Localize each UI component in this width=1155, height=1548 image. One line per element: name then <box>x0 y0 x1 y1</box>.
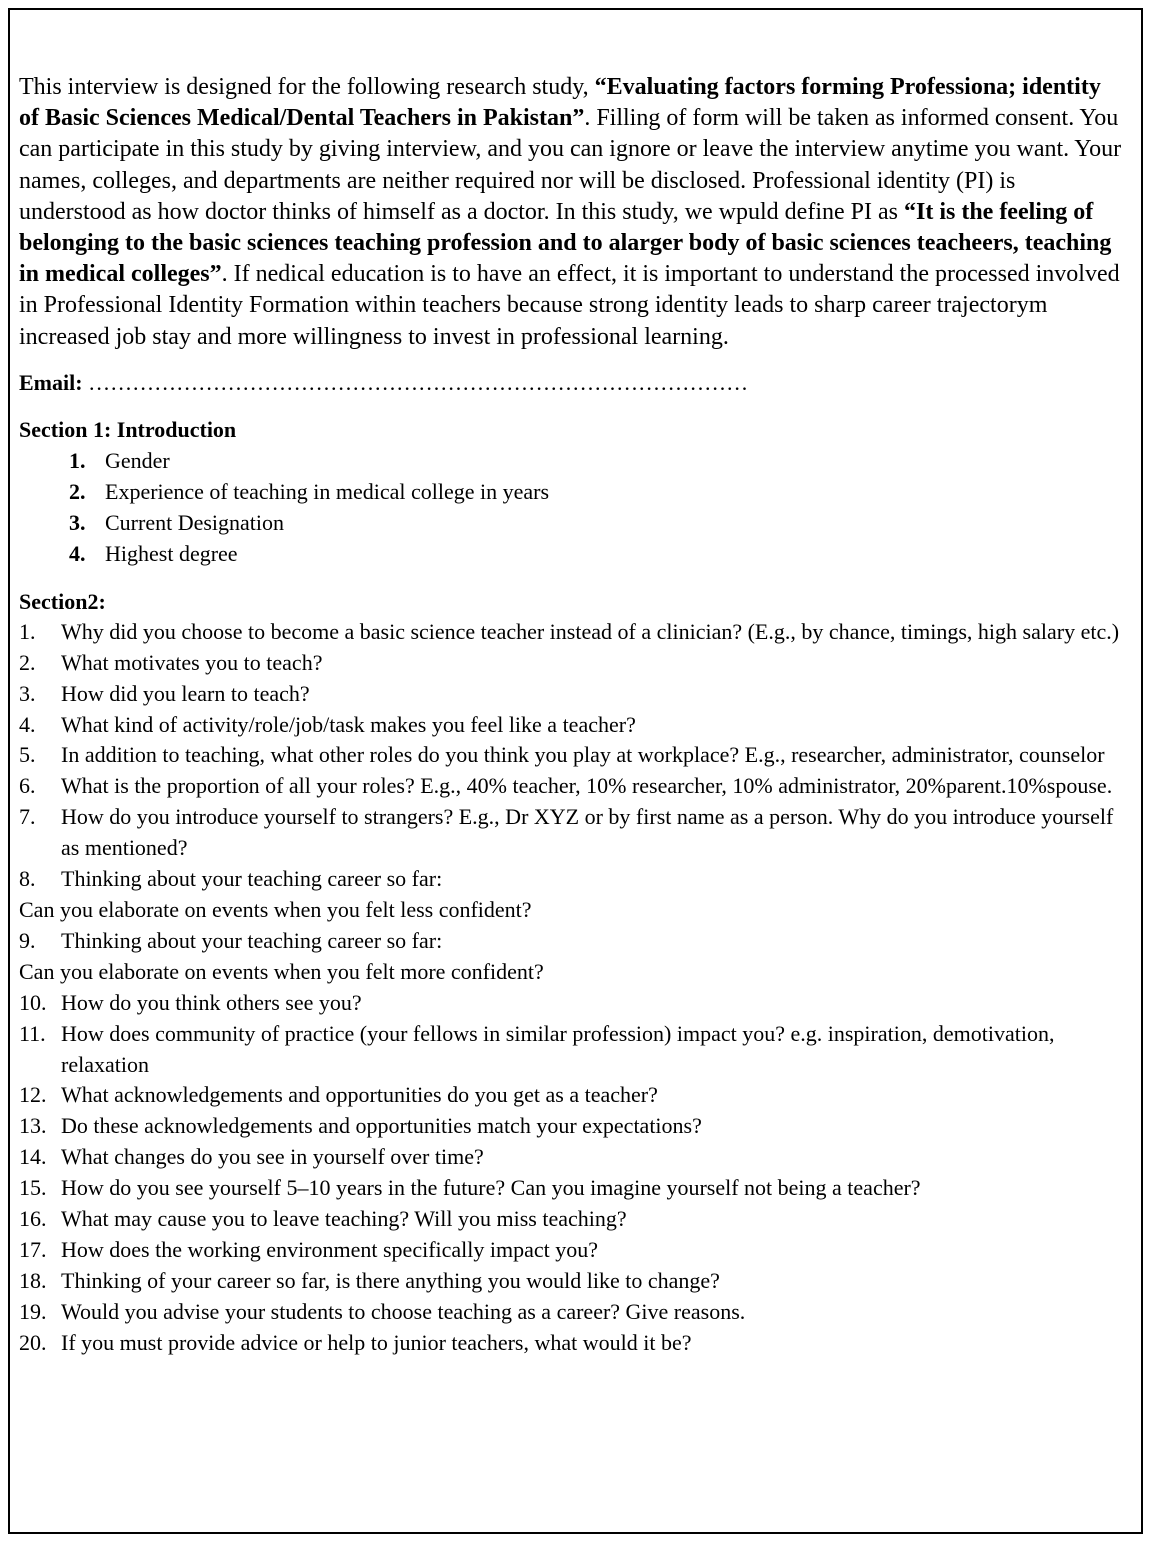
intro-text-2: . Filling of form will be taken as informed consent. You can participate in this study by giving interview, and you can ignore or leave the interview anytime you want. Your names, colleges, and departments are neither required nor will be disclosed. Professional identity (PI) is understood as how doctor thinks of himself as a doctor. In this study, we wpuld define PI as <box>19 105 1122 225</box>
question-number: 18. <box>19 1267 47 1293</box>
question-number: 13. <box>19 1113 47 1139</box>
question-11 <box>19 1019 1124 1081</box>
item-text: Highest degree <box>105 540 238 566</box>
item-text: Current Designation <box>105 509 285 535</box>
question-17 <box>19 1235 1124 1266</box>
question-number: 4. <box>19 711 36 737</box>
section1-item-degree <box>19 538 1124 569</box>
question-number: 11. <box>19 1020 46 1046</box>
question-8-followup: Can you elaborate on events when you felt less confident? <box>19 896 532 922</box>
question-number: 7. <box>19 804 36 830</box>
section1-item-experience <box>19 476 1124 507</box>
question-number: 17. <box>19 1236 47 1262</box>
question-number: 5. <box>19 742 36 768</box>
pi-definition: “It is the feeling of belonging to the basic sciences teaching profession and to alarger body of basic sciences teacheers, teaching in medical colleges” <box>19 198 1112 288</box>
question-number: 6. <box>19 773 36 799</box>
question-text: What is the proportion of all your roles? E.g., 40% teacher, 10% researcher, 10% administrator, 20%parent.10%spouse. <box>61 773 1113 799</box>
question-number: 1. <box>19 618 36 644</box>
item-text: Gender <box>105 447 170 473</box>
question-text: Thinking about your teaching career so far: <box>61 927 443 953</box>
question-16 <box>19 1204 1124 1235</box>
section2-questions <box>19 617 1124 1359</box>
question-number: 2. <box>19 649 36 675</box>
section1-title: Section 1: Introduction <box>19 416 237 442</box>
question-text: How does the working environment specifically impact you? <box>61 1236 599 1262</box>
email-field[interactable] <box>19 367 1124 398</box>
question-number: 15. <box>19 1175 47 1201</box>
intro-text-3: . If nedical education is to have an effect, it is important to understand the processed involved in Professional Identity Formation within teachers because strong identity leads to sharp career trajectorym increased job stay and more willingness to invest in professional learning. <box>19 261 1120 350</box>
question-text: Thinking about your teaching career so far: <box>61 866 443 892</box>
section1-item-gender <box>19 445 1124 476</box>
interview-form <box>19 72 1124 1359</box>
question-text: Thinking of your career so far, is there anything you would like to change? <box>61 1267 720 1293</box>
question-number: 10. <box>19 989 47 1015</box>
question-1 <box>19 617 1124 648</box>
email-blank-line[interactable]: ……………………………………………………………………………… <box>82 369 749 395</box>
question-7 <box>19 802 1124 864</box>
question-text: In addition to teaching, what other roles do you think you play at workplace? E.g., researcher, administrator, counselor <box>61 742 1105 768</box>
item-text: Experience of teaching in medical college in years <box>105 478 550 504</box>
question-text: How did you learn to teach? <box>61 680 310 706</box>
item-number: 1. <box>69 447 86 473</box>
question-text: Why did you choose to become a basic science teacher instead of a clinician? (E.g., by chance, timings, high salary etc.) <box>61 618 1120 644</box>
question-6 <box>19 771 1124 802</box>
question-number: 14. <box>19 1144 47 1170</box>
question-number: 3. <box>19 680 36 706</box>
item-number: 3. <box>69 509 86 535</box>
intro-paragraph <box>19 72 1124 353</box>
question-20 <box>19 1328 1124 1359</box>
question-9 <box>19 926 1124 957</box>
question-text: If you must provide advice or help to junior teachers, what would it be? <box>61 1329 692 1355</box>
question-text: How do you think others see you? <box>61 989 362 1015</box>
question-text: Do these acknowledgements and opportunities match your expectations? <box>61 1113 702 1139</box>
question-text: What may cause you to leave teaching? Will you miss teaching? <box>61 1206 627 1232</box>
study-title: “Evaluating factors forming Professiona; identity of Basic Sciences Medical/Dental Teachers in Pakistan” <box>19 74 1101 132</box>
question-10 <box>19 988 1124 1019</box>
item-number: 4. <box>69 540 86 566</box>
question-8 <box>19 864 1124 895</box>
item-number: 2. <box>69 478 86 504</box>
question-text: What motivates you to teach? <box>61 649 323 675</box>
question-text: What changes do you see in yourself over time? <box>61 1144 484 1170</box>
question-15 <box>19 1173 1124 1204</box>
section2-title: Section2: <box>19 588 106 614</box>
question-14 <box>19 1142 1124 1173</box>
question-4 <box>19 710 1124 741</box>
question-text: How do you introduce yourself to strangers? E.g., Dr XYZ or by first name as a person. Why do you introduce yourself as mentioned? <box>61 804 1114 861</box>
question-text: What kind of activity/role/job/task makes you feel like a teacher? <box>61 711 636 737</box>
question-13 <box>19 1111 1124 1142</box>
section1-item-designation <box>19 507 1124 538</box>
question-number: 9. <box>19 927 36 953</box>
question-5 <box>19 740 1124 771</box>
question-3 <box>19 679 1124 710</box>
question-18 <box>19 1266 1124 1297</box>
question-12 <box>19 1080 1124 1111</box>
email-label: Email: <box>19 369 83 395</box>
question-number: 19. <box>19 1298 47 1324</box>
question-text: How do you see yourself 5–10 years in the future? Can you imagine yourself not being a teacher? <box>61 1175 921 1201</box>
question-number: 12. <box>19 1082 47 1108</box>
intro-text-1: This interview is designed for the following research study, <box>19 74 595 100</box>
question-2 <box>19 648 1124 679</box>
question-text: How does community of practice (your fellows in similar profession) impact you? e.g. inspiration, demotivation, relaxation <box>61 1020 1055 1077</box>
question-number: 20. <box>19 1329 47 1355</box>
question-9-followup: Can you elaborate on events when you felt more confident? <box>19 958 544 984</box>
question-text: Would you advise your students to choose teaching as a career? Give reasons. <box>61 1298 746 1324</box>
question-number: 16. <box>19 1206 47 1232</box>
question-number: 8. <box>19 866 36 892</box>
question-19 <box>19 1297 1124 1328</box>
section1-list <box>19 445 1124 569</box>
question-text: What acknowledgements and opportunities do you get as a teacher? <box>61 1082 658 1108</box>
